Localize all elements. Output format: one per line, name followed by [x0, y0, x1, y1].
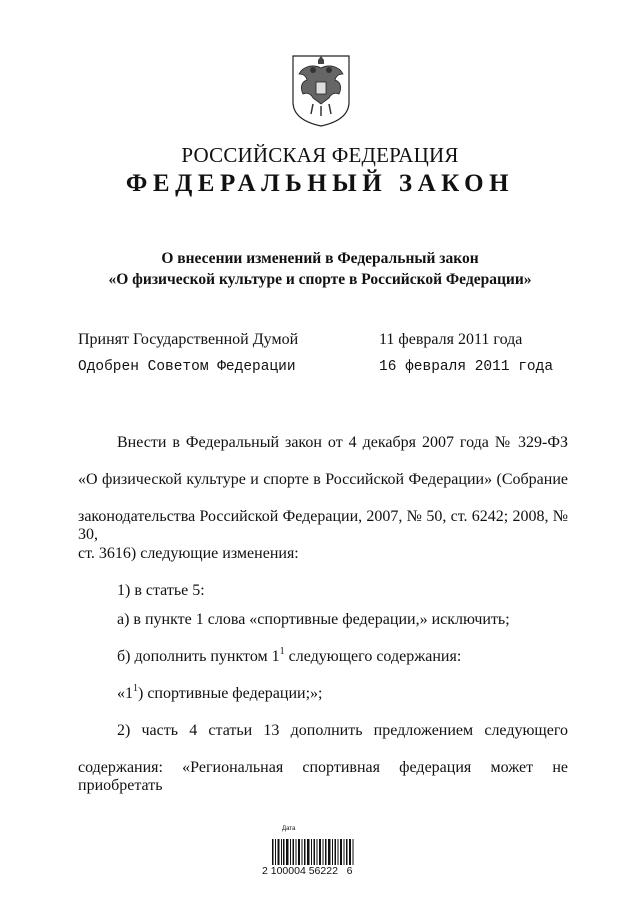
quote-start: «1 [117, 685, 133, 702]
body-line-2: «О физической культуре и спорте в Российской Федерации» (Собрание [78, 471, 568, 488]
item-1a: а) в пункте 1 слова «спортивные федерации,» исключить; [117, 611, 510, 628]
item-1b-superscript: 1 [279, 646, 285, 657]
item-1b-text: б) дополнить пунктом 1 [117, 648, 280, 665]
law-title [0, 248, 640, 290]
item-2-line-2: содержания: «Региональная спортивная федерация может не приобретать [78, 759, 568, 794]
law-title-line-2: «О физической культуре и спорте в Российской Федерации» [108, 271, 532, 288]
duma-label: Принят Государственной Думой [78, 331, 299, 348]
item-1b-quote [117, 685, 607, 703]
country-heading: РОССИЙСКАЯ ФЕДЕРАЦИЯ [181, 143, 459, 167]
quote-end: ) спортивные федерации;»; [138, 685, 323, 702]
law-type-heading: ФЕДЕРАЛЬНЫЙ ЗАКОН [125, 170, 515, 197]
body-line-1: Внести в Федеральный закон от 4 декабря 2007 года № 329-ФЗ [117, 434, 568, 451]
item-1b-text-end: следующего содержания: [284, 648, 462, 665]
item-2-line-1: 2) часть 4 статьи 13 дополнить предложением следующего [117, 722, 568, 739]
duma-date: 11 февраля 2011 года [379, 331, 523, 348]
quote-superscript: 1 [133, 683, 138, 694]
body-line-4: ст. 3616) следующие изменения: [78, 545, 299, 562]
body-line-3: законодательства Российской Федерации, 2007, № 50, ст. 6242; 2008, № 30, [78, 508, 568, 543]
council-date: 16 февраля 2011 года [379, 359, 554, 375]
council-label: Одобрен Советом Федерации [78, 359, 296, 375]
coat-of-arms-emblem [289, 52, 353, 128]
law-title-line-1: О внесении изменений в Федеральный закон [161, 250, 479, 267]
item-1: 1) в статье 5: [117, 582, 205, 599]
item-1b [117, 648, 607, 666]
barcode-number: 2 100004 56222 6 [262, 865, 353, 877]
barcode-mark: Дата [282, 826, 296, 832]
